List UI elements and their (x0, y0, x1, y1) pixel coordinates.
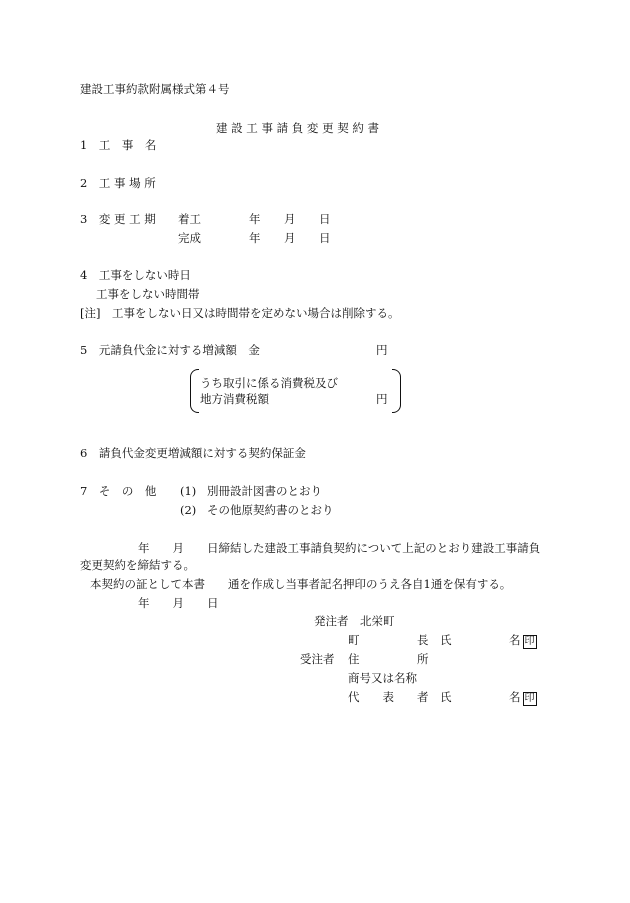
other-1-text: 別冊設計図書のとおり (207, 484, 322, 498)
tax-bracket-right (392, 369, 401, 413)
period-end-year: 年 (249, 231, 261, 245)
agreement-line-3: 本契約の証として本書 通を作成し当事者記名押印のうえ各自1通を保有する。 (90, 577, 512, 591)
tax-yen: 円 (376, 392, 388, 406)
form-header: 建設工事約款附属様式第４号 (80, 82, 230, 96)
agreement-line-2: 変更契約を締結する。 (80, 558, 195, 572)
tax-line-1: うち取引に係る消費税及び (200, 376, 338, 390)
contractor-trade-name: 商号又は名称 (348, 671, 417, 685)
other-2-number: (2) (180, 503, 197, 517)
item-construction-site: 2 工 事 場 所 (80, 176, 156, 190)
period-start-year: 年 (249, 212, 261, 226)
period-end-month: 月 (284, 231, 296, 245)
item-non-working-hours: 工事をしない時間帯 (96, 287, 200, 301)
period-start-day: 日 (319, 212, 331, 226)
orderer-seal: 印 (524, 636, 535, 647)
item-non-working-days: 4 工事をしない時日 (80, 268, 191, 282)
price-yen: 円 (376, 343, 388, 357)
item-change-period-label: 3 変 更 工 期 (80, 212, 156, 226)
contractor-representative-row (348, 690, 537, 706)
contractor-address: 住 所 (348, 652, 429, 666)
document-title: 建 設 工 事 請 負 変 更 契 約 書 (216, 121, 380, 135)
item-construction-name: 1 工 事 名 (80, 138, 157, 152)
orderer-mayor-label: 町 長 氏 名 (348, 633, 521, 647)
item-price-change: 5 元請負代金に対する増減額 金 (80, 343, 260, 357)
tax-bracket-left (190, 369, 199, 413)
item-other-label: 7 そ の 他 (80, 484, 157, 498)
period-end-day: 日 (319, 231, 331, 245)
orderer-mayor-row (348, 633, 537, 649)
tax-line-2: 地方消費税額 (200, 392, 269, 406)
item-contract-guarantee: 6 請負代金変更増減額に対する契約保証金 (80, 446, 306, 460)
orderer-label: 発注者 北栄町 (314, 614, 395, 628)
period-end-label: 完成 (178, 231, 201, 245)
other-1-number: (1) (180, 484, 197, 498)
contractor-seal: 印 (524, 693, 535, 704)
note-text: [注] 工事をしない日又は時間帯を定めない場合は削除する。 (80, 306, 400, 320)
contractor-representative-label: 代 表 者 氏 名 (348, 690, 521, 704)
period-start-month: 月 (284, 212, 296, 226)
contractor-label: 受注者 (300, 652, 335, 666)
agreement-line-1: 年 月 日締結した建設工事請負契約について上記のとおり建設工事請負 (138, 541, 541, 555)
period-start-label: 着工 (178, 212, 201, 226)
agreement-date: 年 月 日 (138, 596, 219, 610)
other-2-text: その他原契約書のとおり (207, 503, 334, 517)
